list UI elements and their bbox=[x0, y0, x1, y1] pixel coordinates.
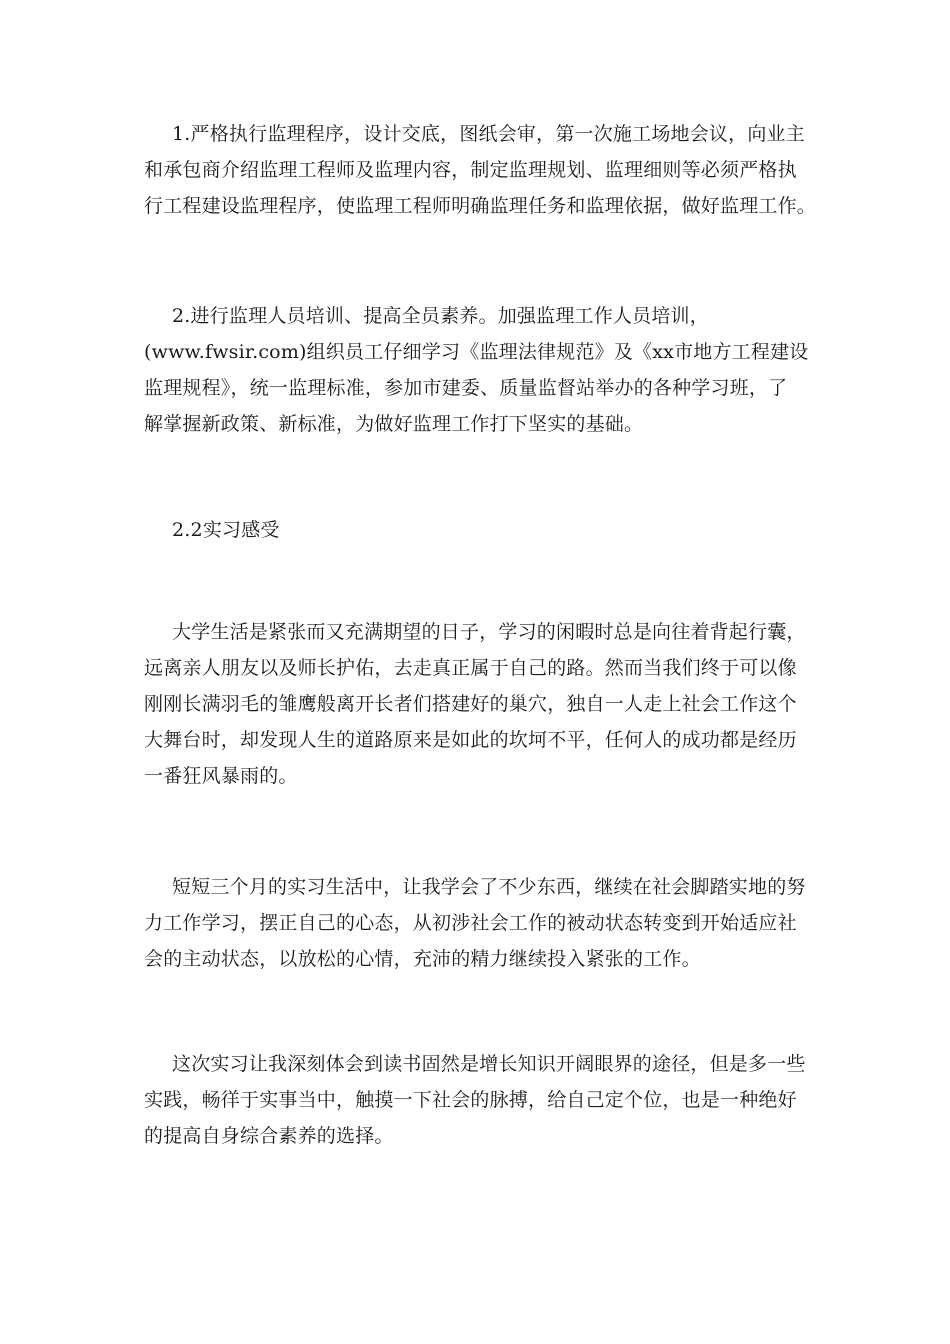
paragraph-line: 力工作学习，摆正自己的心态，从初涉社会工作的被动状态转变到开始适应社 bbox=[144, 912, 797, 934]
paragraph-line: 刚刚长满羽毛的雏鹰般离开长者们搭建好的巢穴，独自一人走上社会工作这个 bbox=[144, 693, 797, 715]
paragraph-line: 这次实习让我深刻体会到读书固然是增长知识开阔眼界的途径，但是多一些 bbox=[172, 1053, 806, 1075]
paragraph-line: 大舞台时，却发现人生的道路原来是如此的坎坷不平，任何人的成功都是经历 bbox=[144, 729, 797, 751]
paragraph-line: 会的主动状态，以放松的心情，充沛的精力继续投入紧张的工作。 bbox=[144, 948, 701, 970]
paragraph-three-months bbox=[144, 869, 809, 977]
paragraph-line: 行工程建设监理程序，使监理工程师明确监理任务和监理依据，做好监理工作。 bbox=[144, 195, 817, 217]
paragraph-staff-training bbox=[144, 298, 809, 442]
paragraph-line: 短短三个月的实习生活中，让我学会了不少东西，继续在社会脚踏实地的努 bbox=[172, 876, 806, 898]
paragraph-line: 2.进行监理人员培训、提高全员素养。加强监理工作人员培训， bbox=[172, 305, 709, 327]
section-heading bbox=[144, 512, 809, 548]
paragraph-line: 解掌握新政策、新标准，为做好监理工作打下坚实的基础。 bbox=[144, 413, 644, 435]
paragraph-line: 一番狂风暴雨的。 bbox=[144, 765, 298, 787]
paragraph-line: 远离亲人朋友以及师长护佑，去走真正属于自己的路。然而当我们终于可以像 bbox=[144, 657, 797, 679]
paragraph-line: 实践，畅徉于实事当中，触摸一下社会的脉搏，给自己定个位，也是一种绝好 bbox=[144, 1089, 797, 1111]
paragraph-university-life bbox=[144, 614, 809, 794]
paragraph-line: (www.fwsir.com)组织员工仔细学习《监理法律规范》及《xx市地方工程建设 bbox=[144, 341, 809, 363]
paragraph-line: 1.严格执行监理程序，设计交底，图纸会审，第一次施工场地会议，向业主 bbox=[172, 123, 805, 145]
paragraph-line: 和承包商介绍监理工程师及监理内容，制定监理规划、监理细则等必须严格执 bbox=[144, 159, 797, 181]
section-heading-text: 2.2实习感受 bbox=[172, 519, 280, 541]
paragraph-supervision-procedure bbox=[144, 116, 817, 224]
paragraph-practice-reflection bbox=[144, 1046, 809, 1154]
paragraph-line: 大学生活是紧张而又充满期望的日子，学习的闲暇时总是向往着背起行囊， bbox=[172, 621, 806, 643]
paragraph-line: 的提高自身综合素养的选择。 bbox=[144, 1125, 394, 1147]
paragraph-line: 监理规程》，统一监理标准，参加市建委、质量监督站举办的各种学习班，了 bbox=[144, 377, 788, 399]
